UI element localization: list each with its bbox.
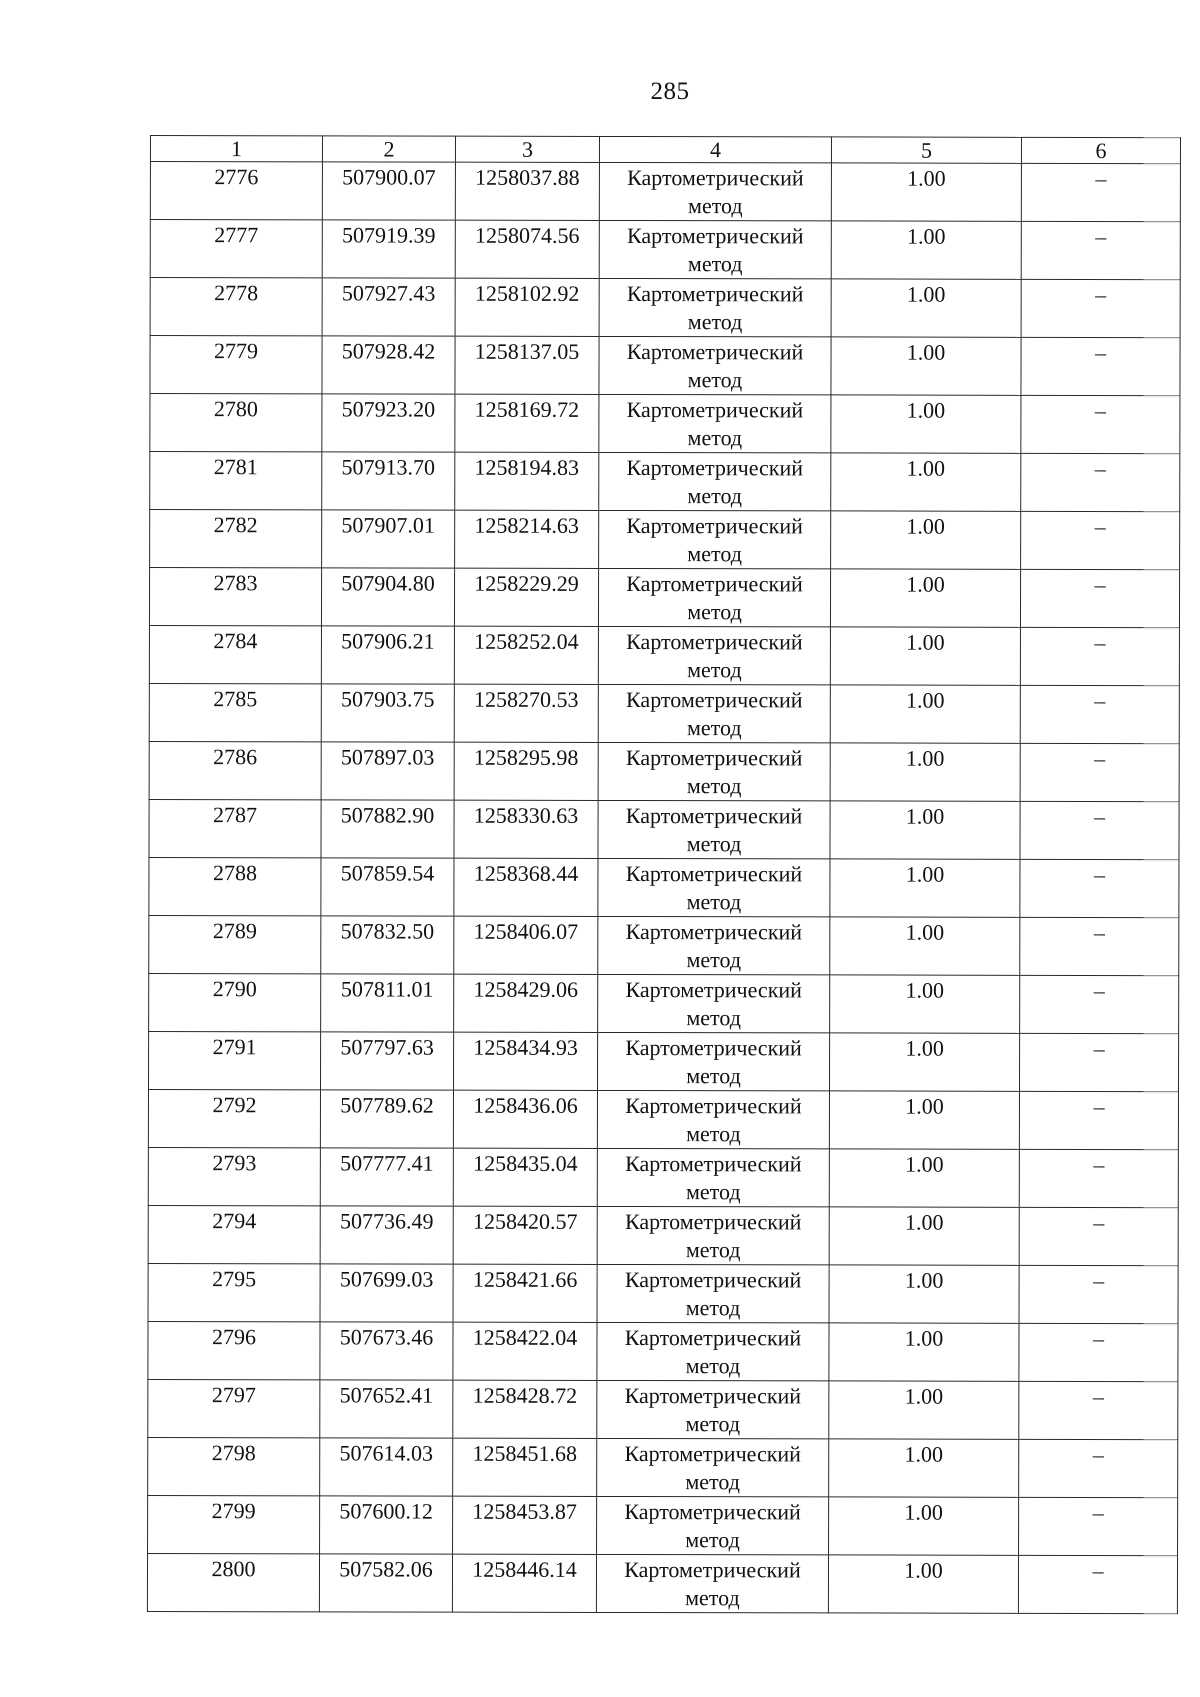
point-number-cell: 2784 [149,626,321,684]
method-cell [599,394,831,452]
accuracy-cell: 1.00 [831,337,1021,395]
x-coordinate-cell: 507673.46 [320,1322,453,1380]
y-coordinate-cell: 1258229.29 [454,568,598,626]
note-cell: – [1020,685,1179,743]
table-row [149,857,1179,917]
method-cell [599,510,831,568]
note-cell: – [1019,1033,1178,1091]
accuracy-cell: 1.00 [829,1323,1019,1381]
accuracy-cell: 1.00 [830,975,1020,1033]
method-cell [599,162,831,220]
method-text-line-1: Картометрический [624,1556,801,1583]
y-coordinate-cell: 1258446.14 [452,1554,596,1612]
method-text-line-1: Картометрический [624,1440,801,1467]
point-number-cell: 2799 [148,1495,320,1553]
table-row [148,1321,1178,1381]
point-number-cell: 2800 [147,1553,319,1611]
method-text-line-2: метод [685,1237,741,1263]
method-cell [598,742,830,800]
x-coordinate-cell: 507904.80 [321,568,454,626]
x-coordinate-cell: 507614.03 [320,1438,453,1496]
point-number-cell: 2797 [148,1379,320,1437]
y-coordinate-cell: 1258074.56 [455,220,599,278]
y-coordinate-cell: 1258330.63 [454,800,598,858]
coordinates-table [147,135,1181,1614]
note-cell: – [1021,511,1180,569]
point-number-cell: 2794 [148,1205,320,1263]
point-number-cell: 2787 [149,799,321,857]
table-row [150,278,1180,338]
y-coordinate-cell: 1258434.93 [454,1032,598,1090]
note-cell: – [1019,1381,1178,1439]
method-text-line-2: метод [685,1469,740,1495]
method-cell [599,220,831,278]
x-coordinate-cell: 507900.07 [322,162,455,220]
method-text-line-2: метод [686,1063,741,1089]
table-row [148,1437,1178,1497]
point-number-cell: 2796 [148,1321,320,1379]
x-coordinate-cell: 507797.63 [321,1032,454,1090]
method-text-line-2: метод [687,599,742,625]
method-text-line-2: метод [687,309,743,335]
note-cell: – [1019,1439,1178,1497]
point-number-cell: 2786 [149,741,321,799]
table-row [150,336,1180,396]
point-number-cell: 2792 [148,1089,320,1147]
accuracy-cell: 1.00 [829,1207,1019,1265]
table-row [149,973,1179,1033]
point-number-cell: 2793 [148,1147,320,1205]
method-text-line-2: метод [687,541,742,567]
method-text-line-1: Картометрический [624,1498,801,1525]
method-text-line-2: метод [686,1121,741,1147]
method-text-line-1: Картометрический [626,280,804,307]
method-cell [599,278,831,336]
table-row [150,162,1180,222]
accuracy-cell: 1.00 [830,569,1020,627]
y-coordinate-cell: 1258451.68 [453,1438,597,1496]
table-row [148,1379,1178,1439]
method-text-line-1: Картометрический [625,1092,802,1119]
y-coordinate-cell: 1258422.04 [453,1322,597,1380]
method-text-line-1: Картометрический [626,454,804,481]
x-coordinate-cell: 507907.01 [322,510,455,568]
y-coordinate-cell: 1258102.92 [455,278,599,336]
x-coordinate-cell: 507923.20 [322,394,455,452]
method-text-line-1: Картометрический [625,860,803,887]
y-coordinate-cell: 1258428.72 [453,1380,597,1438]
point-number-cell: 2788 [149,857,321,915]
point-number-cell: 2780 [150,394,322,452]
method-text-line-1: Картометрический [626,686,803,713]
method-cell [598,858,830,916]
table-header [150,136,1180,164]
point-number-cell: 2785 [149,683,321,741]
table-row [149,1031,1179,1091]
y-coordinate-cell: 1258453.87 [453,1496,597,1554]
table-row [149,568,1179,628]
accuracy-cell: 1.00 [830,627,1020,685]
method-cell [597,1380,829,1438]
method-cell [598,916,830,974]
y-coordinate-cell: 1258169.72 [455,394,599,452]
table-row [149,741,1179,801]
y-coordinate-cell: 1258429.06 [454,974,598,1032]
note-cell: – [1018,1555,1177,1613]
method-text-line-1: Картометрический [627,164,804,191]
method-text-line-2: метод [685,1353,741,1379]
x-coordinate-cell: 507811.01 [321,974,454,1032]
accuracy-cell: 1.00 [831,395,1021,453]
note-cell: – [1021,163,1180,221]
accuracy-cell: 1.00 [831,279,1021,337]
note-cell: – [1021,337,1180,395]
method-text-line-1: Картометрический [626,512,803,539]
accuracy-cell: 1.00 [831,221,1021,279]
x-coordinate-cell: 507897.03 [321,742,454,800]
note-cell: – [1019,1265,1178,1323]
method-text-line-2: метод [685,1179,741,1205]
y-coordinate-cell: 1258270.53 [454,684,598,742]
y-coordinate-cell: 1258406.07 [454,916,598,974]
point-number-cell: 2776 [150,162,322,220]
point-number-cell: 2782 [150,510,322,568]
method-text-line-2: метод [686,947,742,973]
x-coordinate-cell: 507652.41 [320,1380,453,1438]
x-coordinate-cell: 507906.21 [321,626,454,684]
method-cell [597,1206,829,1264]
method-text-line-2: метод [685,1411,741,1437]
accuracy-cell: 1.00 [829,1265,1019,1323]
point-number-cell: 2789 [149,915,321,973]
method-cell [596,1554,828,1612]
column-header-5: 5 [831,137,1021,163]
x-coordinate-cell: 507927.43 [322,278,455,336]
point-number-cell: 2779 [150,336,322,394]
note-cell: – [1019,1149,1178,1207]
method-text-line-2: метод [685,1527,740,1553]
accuracy-cell: 1.00 [830,685,1020,743]
accuracy-cell: 1.00 [829,1149,1019,1207]
method-text-line-1: Картометрический [625,744,803,771]
accuracy-cell: 1.00 [829,1439,1019,1497]
method-cell [598,568,830,626]
accuracy-cell: 1.00 [829,1497,1019,1555]
column-header-6: 6 [1021,137,1180,163]
x-coordinate-cell: 507859.54 [321,858,454,916]
method-text-line-1: Картометрический [625,1150,802,1177]
x-coordinate-cell: 507777.41 [320,1148,453,1206]
accuracy-cell: 1.00 [830,917,1020,975]
method-text-line-2: метод [687,657,742,683]
table-row [148,1263,1178,1323]
note-cell: – [1021,221,1180,279]
note-cell: – [1021,453,1180,511]
table-row [150,452,1180,512]
note-cell: – [1020,975,1179,1033]
y-coordinate-cell: 1258214.63 [455,510,599,568]
accuracy-cell: 1.00 [828,1555,1018,1613]
point-number-cell: 2790 [149,973,321,1031]
column-header-1: 1 [150,136,322,162]
method-cell [597,1090,829,1148]
y-coordinate-cell: 1258037.88 [455,162,599,220]
table-row [148,1495,1178,1555]
method-text-line-2: метод [686,773,742,799]
table-row [150,510,1180,570]
method-cell [597,1322,829,1380]
note-cell: – [1019,1497,1178,1555]
y-coordinate-cell: 1258295.98 [454,742,598,800]
x-coordinate-cell: 507903.75 [321,684,454,742]
point-number-cell: 2781 [150,452,322,510]
method-text-line-2: метод [686,1005,741,1031]
accuracy-cell: 1.00 [831,163,1021,221]
x-coordinate-cell: 507928.42 [322,336,455,394]
note-cell: – [1019,1091,1178,1149]
x-coordinate-cell: 507736.49 [320,1206,453,1264]
y-coordinate-cell: 1258368.44 [454,858,598,916]
method-text-line-1: Картометрический [626,570,803,597]
table-row [148,1205,1178,1265]
table-row [150,220,1180,280]
page-number: 285 [650,78,690,105]
method-text-line-1: Картометрический [624,1208,802,1235]
method-text-line-1: Картометрический [624,1266,802,1293]
y-coordinate-cell: 1258435.04 [453,1148,597,1206]
point-number-cell: 2777 [150,220,322,278]
method-text-line-2: метод [685,1295,741,1321]
y-coordinate-cell: 1258420.57 [453,1206,597,1264]
table-row [149,683,1179,743]
method-cell [599,336,831,394]
method-cell [598,684,830,742]
column-header-2: 2 [322,136,455,162]
method-text-line-2: метод [686,831,742,857]
table-row [149,799,1179,859]
method-text-line-1: Картометрический [627,222,804,249]
accuracy-cell: 1.00 [830,859,1020,917]
method-text-line-1: Картометрический [626,338,804,365]
method-cell [597,1032,829,1090]
accuracy-cell: 1.00 [829,1091,1019,1149]
method-cell [598,974,830,1032]
x-coordinate-cell: 507789.62 [320,1090,453,1148]
x-coordinate-cell: 507582.06 [319,1554,452,1612]
x-coordinate-cell: 507919.39 [322,220,455,278]
note-cell: – [1020,743,1179,801]
method-text-line-2: метод [686,889,742,915]
note-cell: – [1021,279,1180,337]
point-number-cell: 2795 [148,1263,320,1321]
point-number-cell: 2791 [149,1031,321,1089]
accuracy-cell: 1.00 [831,453,1021,511]
accuracy-cell: 1.00 [830,743,1020,801]
note-cell: – [1019,1323,1178,1381]
y-coordinate-cell: 1258252.04 [454,626,598,684]
note-cell: – [1020,859,1179,917]
y-coordinate-cell: 1258137.05 [455,336,599,394]
y-coordinate-cell: 1258421.66 [453,1264,597,1322]
method-cell [597,1438,829,1496]
x-coordinate-cell: 507882.90 [321,800,454,858]
table-row [148,1089,1178,1149]
method-text-line-2: метод [685,1585,740,1611]
method-text-line-1: Картометрический [626,628,803,655]
method-cell [598,800,830,858]
method-cell [598,626,830,684]
method-text-line-2: метод [687,251,743,277]
method-text-line-2: метод [688,193,743,219]
method-cell [597,1264,829,1322]
note-cell: – [1019,1207,1178,1265]
table-row [147,1553,1177,1613]
point-number-cell: 2783 [149,568,321,626]
table-row [149,626,1179,686]
method-text-line-2: метод [687,425,743,451]
column-header-3: 3 [455,136,599,162]
y-coordinate-cell: 1258436.06 [453,1090,597,1148]
note-cell: – [1020,801,1179,859]
note-cell: – [1021,395,1180,453]
method-text-line-1: Картометрический [625,1034,802,1061]
accuracy-cell: 1.00 [831,511,1021,569]
x-coordinate-cell: 507699.03 [320,1264,453,1322]
table-body [147,162,1180,1614]
method-text-line-1: Картометрический [625,918,803,945]
header-row [150,136,1180,164]
note-cell: – [1020,569,1179,627]
method-cell [597,1496,829,1554]
point-number-cell: 2778 [150,278,322,336]
note-cell: – [1020,917,1179,975]
note-cell: – [1020,627,1179,685]
table-row [148,1147,1178,1207]
table-row [149,915,1179,975]
column-header-4: 4 [599,136,831,162]
method-cell [597,1148,829,1206]
x-coordinate-cell: 507832.50 [321,916,454,974]
method-text-line-1: Картометрический [625,802,803,829]
method-text-line-1: Картометрический [625,976,802,1003]
method-text-line-2: метод [687,367,743,393]
method-text-line-1: Картометрический [624,1382,802,1409]
table-row [150,394,1180,454]
y-coordinate-cell: 1258194.83 [455,452,599,510]
method-text-line-1: Картометрический [624,1324,802,1351]
point-number-cell: 2798 [148,1437,320,1495]
accuracy-cell: 1.00 [829,1033,1019,1091]
method-text-line-1: Картометрический [626,396,804,423]
method-text-line-2: метод [686,715,742,741]
accuracy-cell: 1.00 [829,1381,1019,1439]
method-text-line-2: метод [687,483,743,509]
method-cell [599,452,831,510]
accuracy-cell: 1.00 [830,801,1020,859]
x-coordinate-cell: 507913.70 [322,452,455,510]
x-coordinate-cell: 507600.12 [320,1496,453,1554]
